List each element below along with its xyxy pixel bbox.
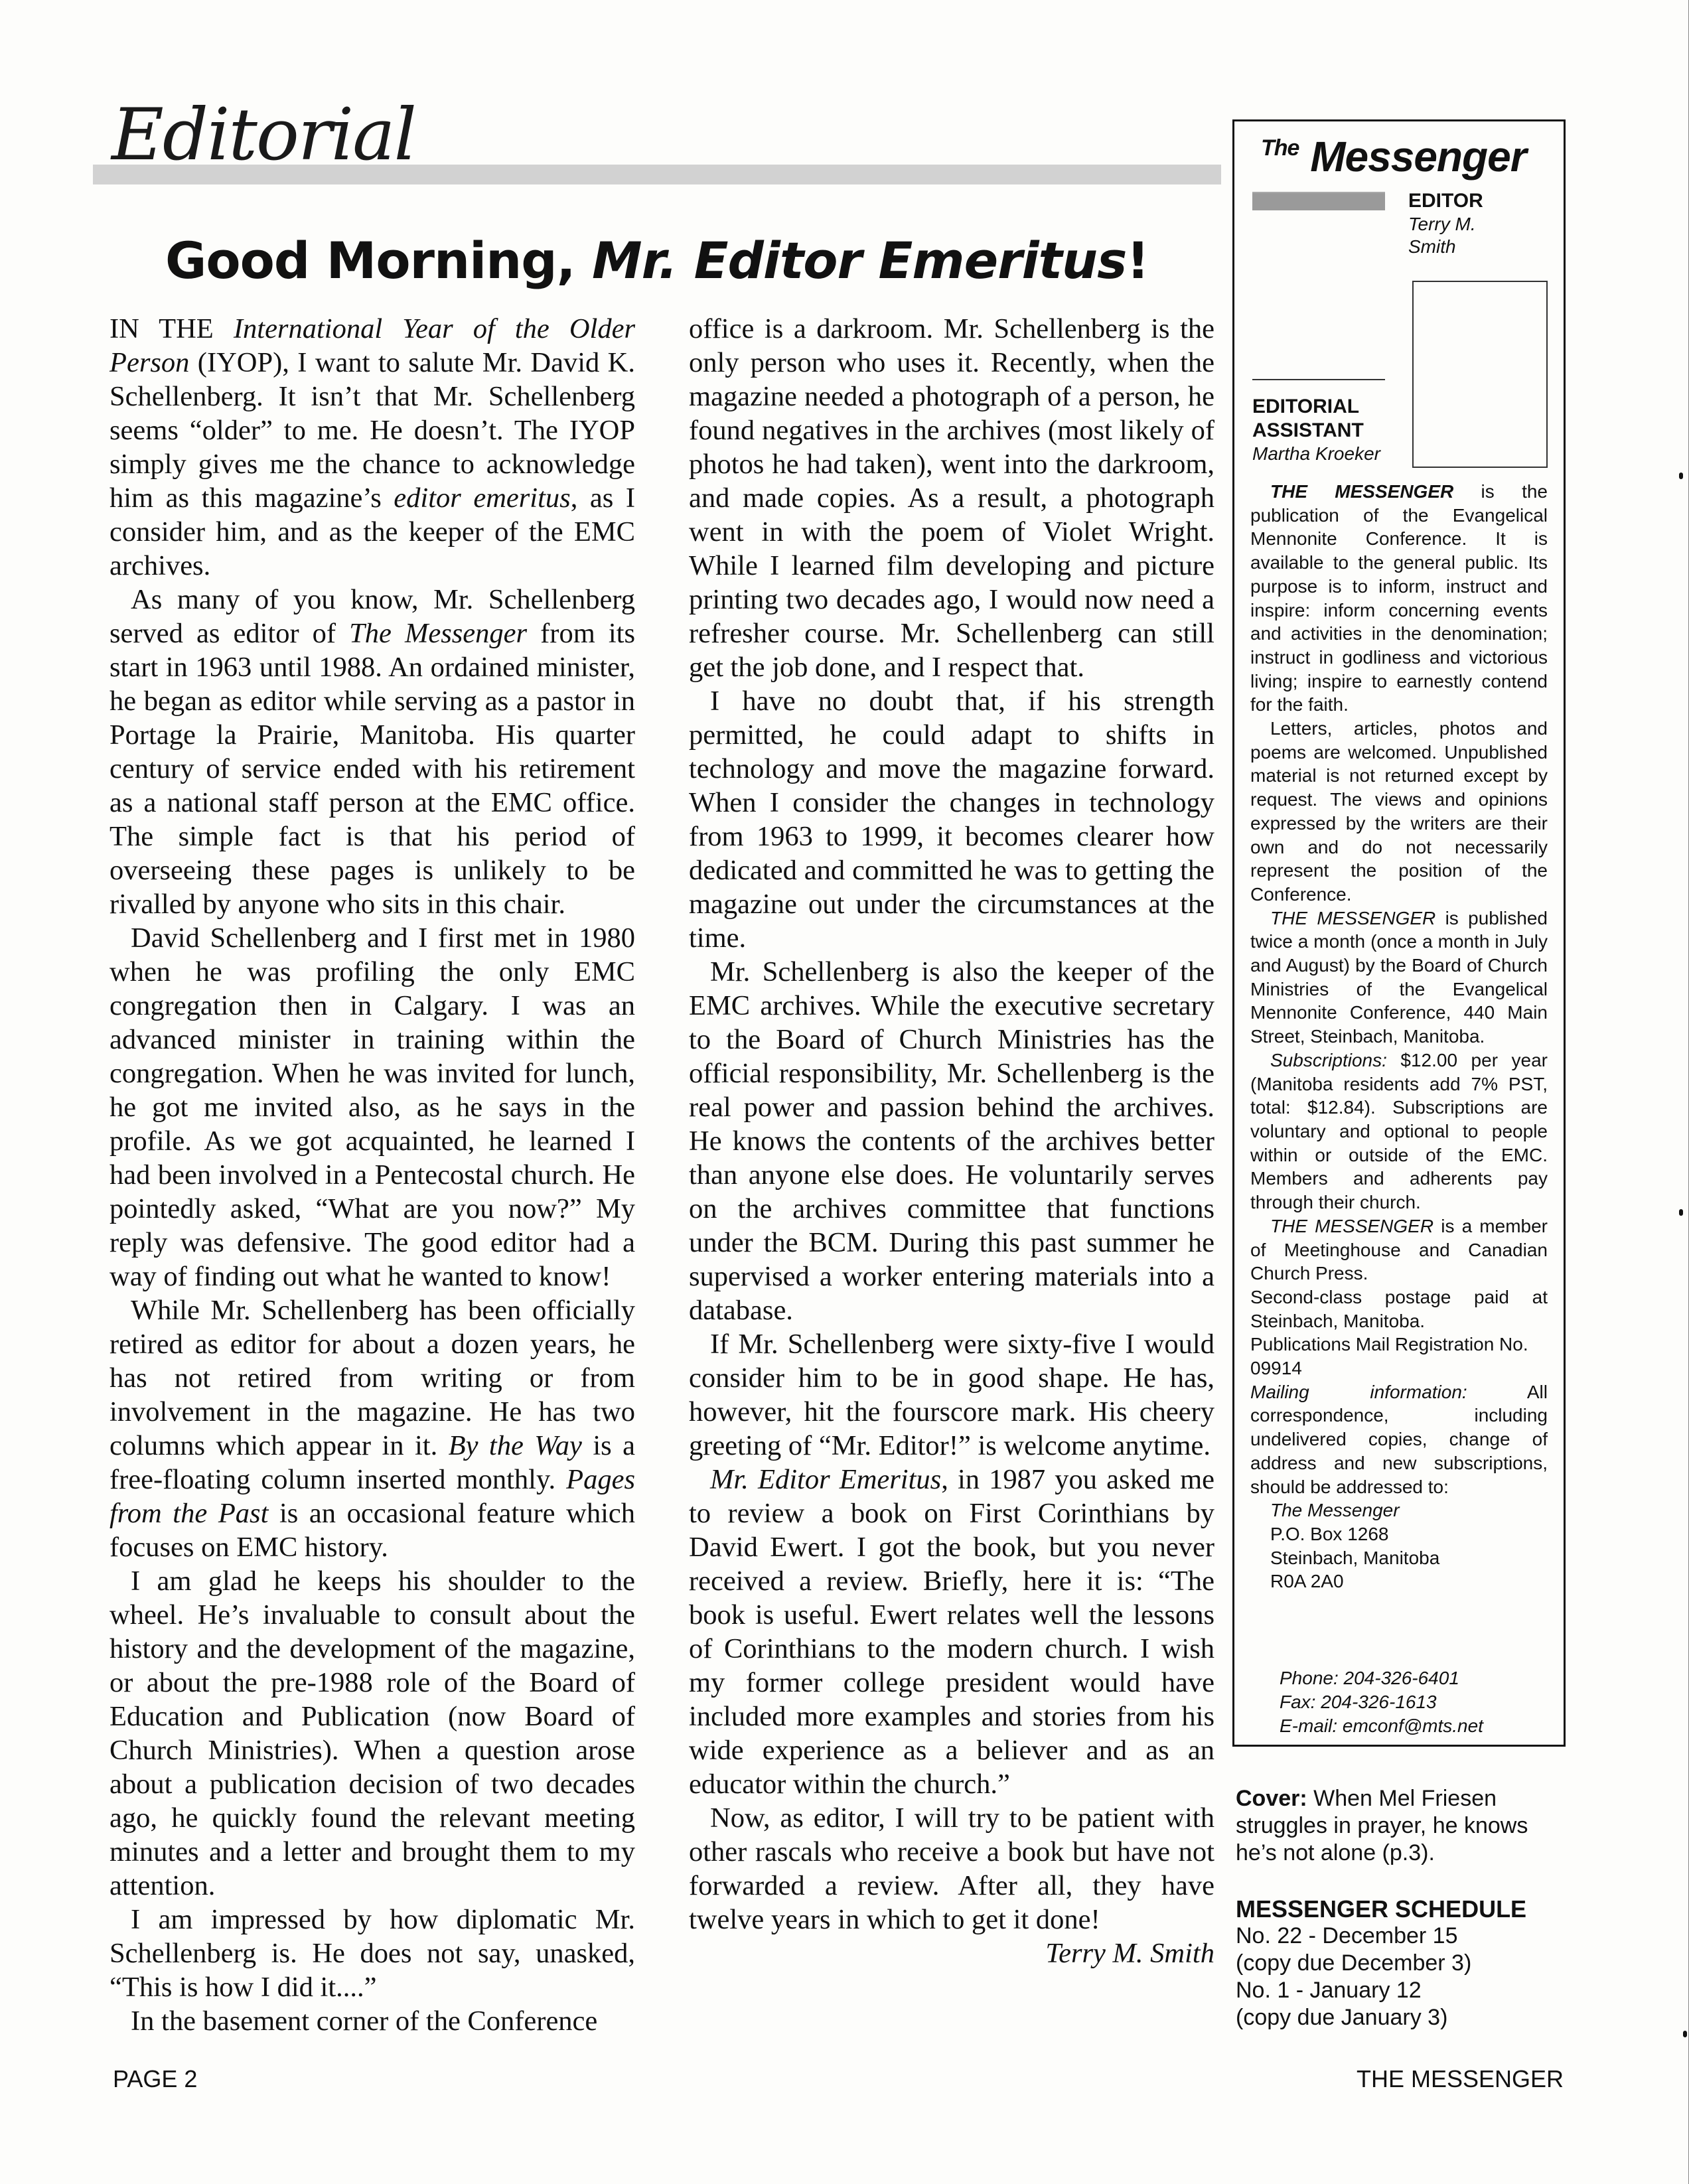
paragraph (110, 1564, 635, 1903)
email: E-mail: emconf@mts.net (1280, 1715, 1483, 1736)
assistant-credit (1252, 395, 1425, 465)
article-column-right (689, 312, 1214, 1970)
publication-name: THE MESSENGER (1270, 1215, 1434, 1236)
text: , as I consider him, and as the keeper of the EMC archives. (110, 482, 635, 581)
italic-text: International Year of the Older Person (110, 313, 635, 378)
paragraph (689, 684, 1214, 955)
italic-text: By the Way (448, 1430, 582, 1461)
paragraph (689, 1463, 1214, 1801)
paragraph (110, 1903, 635, 2004)
headline (93, 231, 1221, 290)
text: is published twice a month (once a month in July and August) by the Board of Church Ministries of the Evangelical Mennonite Conference, 440 Main Street, Steinbach, Manitoba. (1250, 907, 1548, 1047)
text: All correspondence, including undelivered copies, change of address and new subscriptions, should be addressed to: (1250, 1381, 1548, 1497)
footer-publication: THE MESSENGER (1357, 2065, 1564, 2092)
paragraph (110, 312, 635, 583)
paragraph (689, 312, 1214, 684)
address-line (1250, 1569, 1548, 1593)
author-signature: Terry M. Smith (1045, 1938, 1214, 1969)
text: IN THE (110, 313, 234, 344)
text: I have no doubt that, if his strength permitted, he could adapt to shifts in technology and move the magazine forward. When I consider the changes in technology from 1963 to 1999, it becomes clearer how dedicated and committed he was to getting the magazine out under the circumstances at the time. (689, 686, 1214, 954)
masthead-box (1232, 119, 1566, 1747)
schedule-line: No. 1 - January 12 (1236, 1978, 1422, 2003)
editor-role: EDITOR (1408, 190, 1483, 212)
headline-plain: Good Morning, (165, 231, 592, 290)
headline-italic: Mr. Editor Emeritus (592, 231, 1127, 290)
text: The Messenger (1270, 1500, 1400, 1521)
text: If Mr. Schellenberg were sixty-five I would consider him to be in good shape. He has, however, hit the fourscore mark. His cheery greeting of “Mr. Editor!” is welcome anytime. (689, 1329, 1214, 1461)
subscriptions-label: Subscriptions: (1270, 1049, 1387, 1070)
text: Letters, articles, photos and poems are welcomed. Unpublished material is not returned except by request. The views and opinions expressed by the writers are their own and do not necessarily represent the position of the Conference. (1250, 718, 1548, 905)
text: office is a darkroom. Mr. Schellenberg is the only person who uses it. Recently, when the magazine needed a photograph of a person, he found negatives in the archives (most likely of photos he had taken), went into the darkroom, and made copies. As a result, a photograph went in with the poem of Violet Wright. While I learned film developing and picture printing two decades ago, I would now need a refresher course. Mr. Schellenberg can still get the job done, and I respect that. (689, 313, 1214, 683)
scan-mark (1679, 1209, 1683, 1216)
info-paragraph (1250, 907, 1548, 1049)
editor-credit (1408, 189, 1554, 258)
text: In the basement corner of the Conference (131, 2005, 598, 2037)
page-number: PAGE 2 (113, 2065, 198, 2092)
info-paragraph (1250, 1333, 1548, 1380)
photo-placeholder-right (1412, 281, 1548, 468)
text: is the publication of the Evangelical Mennonite Conference. It is available to the general public. Its purpose is to inform, instruct and inspire: inform concerning events and activities in the denomination; instruct in godliness and victorious living; inspire to earnestly contend for the faith. (1250, 481, 1548, 715)
text: , in 1987 you asked me to review a book on First Corinthians by David Ewert. I got the book, but you never received a review. Briefly, here it is: “The book is useful. Ewert relates well the lessons of Corinthians to the modern church. I wish my former college president would have included more examples and stories from his wide experience as a believer and as an educator within the church.” (689, 1464, 1214, 1800)
text: P.O. Box 1268 (1270, 1523, 1389, 1544)
paragraph (110, 1293, 635, 1564)
info-paragraph (1250, 717, 1548, 907)
mailing-label: Mailing information: (1250, 1381, 1467, 1402)
fax: Fax: 204-326-1613 (1280, 1692, 1437, 1712)
assistant-role-line1: EDITORIAL (1252, 396, 1360, 417)
italic-text: Pages from the Past (110, 1464, 635, 1529)
info-paragraph (1250, 1214, 1548, 1285)
publication-name: THE MESSENGER (1270, 907, 1436, 928)
scan-mark (1679, 473, 1683, 479)
article-column-left (110, 312, 635, 2038)
contact-info (1280, 1666, 1483, 1738)
masthead-title-the: The (1261, 135, 1299, 161)
paragraph (110, 583, 635, 921)
text: $12.00 per year (Manitoba residents add 7% PST, total: $12.84). Subscriptions are voluntary and optional to people within or outside of the EMC. Members and adherents pay through their church. (1250, 1049, 1548, 1213)
text: from its start in 1963 until 1988. An ordained minister, he began as editor while serving as a pastor in Portage la Prairie, Manitoba. His quarter century of service ended with his retirement as a national staff person at the EMC office. The simple fact is that his period of overseeing these pages is unlikely to be rivalled by anyone who sits in this chair. (110, 618, 635, 920)
text: I am glad he keeps his shoulder to the wheel. He’s invaluable to consult about the history and the development of the magazine, or about the pre-1988 role of the Board of Education and Publication (now Board of Church Ministries). When a question arose about a publication decision of two decades ago, he quickly found the relevant meeting minutes and a letter and brought them to my attention. (110, 1565, 635, 1901)
schedule-line: (copy due December 3) (1236, 1950, 1472, 1976)
assistant-name: Martha Kroeker (1252, 443, 1380, 464)
info-paragraph (1250, 1285, 1548, 1333)
messenger-schedule (1236, 1895, 1568, 2031)
italic-text: editor emeritus (394, 482, 571, 514)
paragraph (689, 1327, 1214, 1463)
text: As many of you know, Mr. Schellenberg served as editor of (110, 584, 635, 649)
text: is an occasional feature which focuses on EMC history. (110, 1498, 635, 1563)
italic-text: Mr. Editor Emeritus (710, 1464, 942, 1495)
cover-label: Cover: (1236, 1786, 1307, 1811)
address-line (1250, 1522, 1548, 1546)
photo-placeholder-left (1252, 192, 1385, 380)
text: Now, as editor, I will try to be patient with other rascals who receive a book but have not forwarded a review. After all, they have twelve years in which to get it done! (689, 1802, 1214, 1935)
editor-name-line1: Terry M. (1408, 214, 1476, 234)
address-line (1250, 1546, 1548, 1570)
text: R0A 2A0 (1270, 1571, 1344, 1592)
text: Mr. Schellenberg is also the keeper of the EMC archives. While the executive secretary to the Board of Church Ministries has the official responsibility, Mr. Schellenberg is the real power and passion behind the archives. He knows the contents of the archives better than anyone else does. He voluntarily serves on the archives committee that functions under the BCM. During this past summer he supervised a worker entering materials into a database. (689, 956, 1214, 1326)
text: David Schellenberg and I first met in 1980 when he was profiling the only EMC congregation then in Calgary. I was an advanced minister in training within the congregation. When he was invited for lunch, he got me invited also, as he says in the profile. As we got acquainted, he learned I had been involved in a Pentecostal church. He pointedly asked, “What are you now?” My reply was defensive. The good editor had a way of finding out what he wanted to know! (110, 922, 635, 1292)
schedule-heading: MESSENGER SCHEDULE (1236, 1895, 1527, 1923)
photo-bar (1252, 193, 1385, 210)
masthead-info (1250, 480, 1548, 1593)
info-paragraph (1250, 1380, 1548, 1499)
schedule-line: No. 22 - December 15 (1236, 1923, 1458, 1948)
text: I am impressed by how diplomatic Mr. Schellenberg is. He does not say, unasked, “This is how I did it....” (110, 1904, 635, 2003)
italic-text: The Messenger (349, 618, 528, 649)
headline-end: ! (1126, 231, 1149, 290)
masthead-title (1261, 132, 1526, 181)
text: Second-class postage paid at Steinbach, Manitoba. (1250, 1286, 1548, 1331)
paragraph (689, 955, 1214, 1327)
paragraph (110, 921, 635, 1293)
section-title: Editorial (111, 94, 416, 177)
text: is a member of Meetinghouse and Canadian Church Press. (1250, 1215, 1548, 1284)
assistant-role-line2: ASSISTANT (1252, 419, 1364, 441)
text: Steinbach, Manitoba (1270, 1547, 1440, 1568)
schedule-line: (copy due January 3) (1236, 2005, 1448, 2030)
info-paragraph (1250, 480, 1548, 717)
publication-name: THE MESSENGER (1270, 481, 1454, 502)
address-line (1250, 1498, 1548, 1522)
cover-note (1236, 1785, 1568, 1867)
cover-text: When Mel Friesen struggles in prayer, he knows he’s not alone (p.3). (1236, 1786, 1528, 1865)
masthead-title-main: Messenger (1310, 133, 1526, 181)
paragraph (689, 1801, 1214, 1936)
scan-mark (1683, 2031, 1687, 2037)
text: Publications Mail Registration No. 09914 (1250, 1334, 1528, 1379)
paragraph (110, 2004, 635, 2038)
text: While Mr. Schellenberg has been officially retired as editor for about a dozen years, he has not retired from writing or from involvement in the magazine. He has two columns which appear in it. (110, 1295, 635, 1461)
text: is a free-floating column inserted monthly. (110, 1430, 635, 1495)
phone: Phone: 204-326-6401 (1280, 1668, 1459, 1688)
editor-name-line2: Smith (1408, 236, 1456, 257)
info-paragraph (1250, 1049, 1548, 1214)
text: (IYOP), I want to salute Mr. David K. Schellenberg. It isn’t that Mr. Schellenberg seems “older” to me. He doesn’t. The IYOP simply gives me the chance to acknowledge him as this magazine’s (110, 347, 635, 514)
